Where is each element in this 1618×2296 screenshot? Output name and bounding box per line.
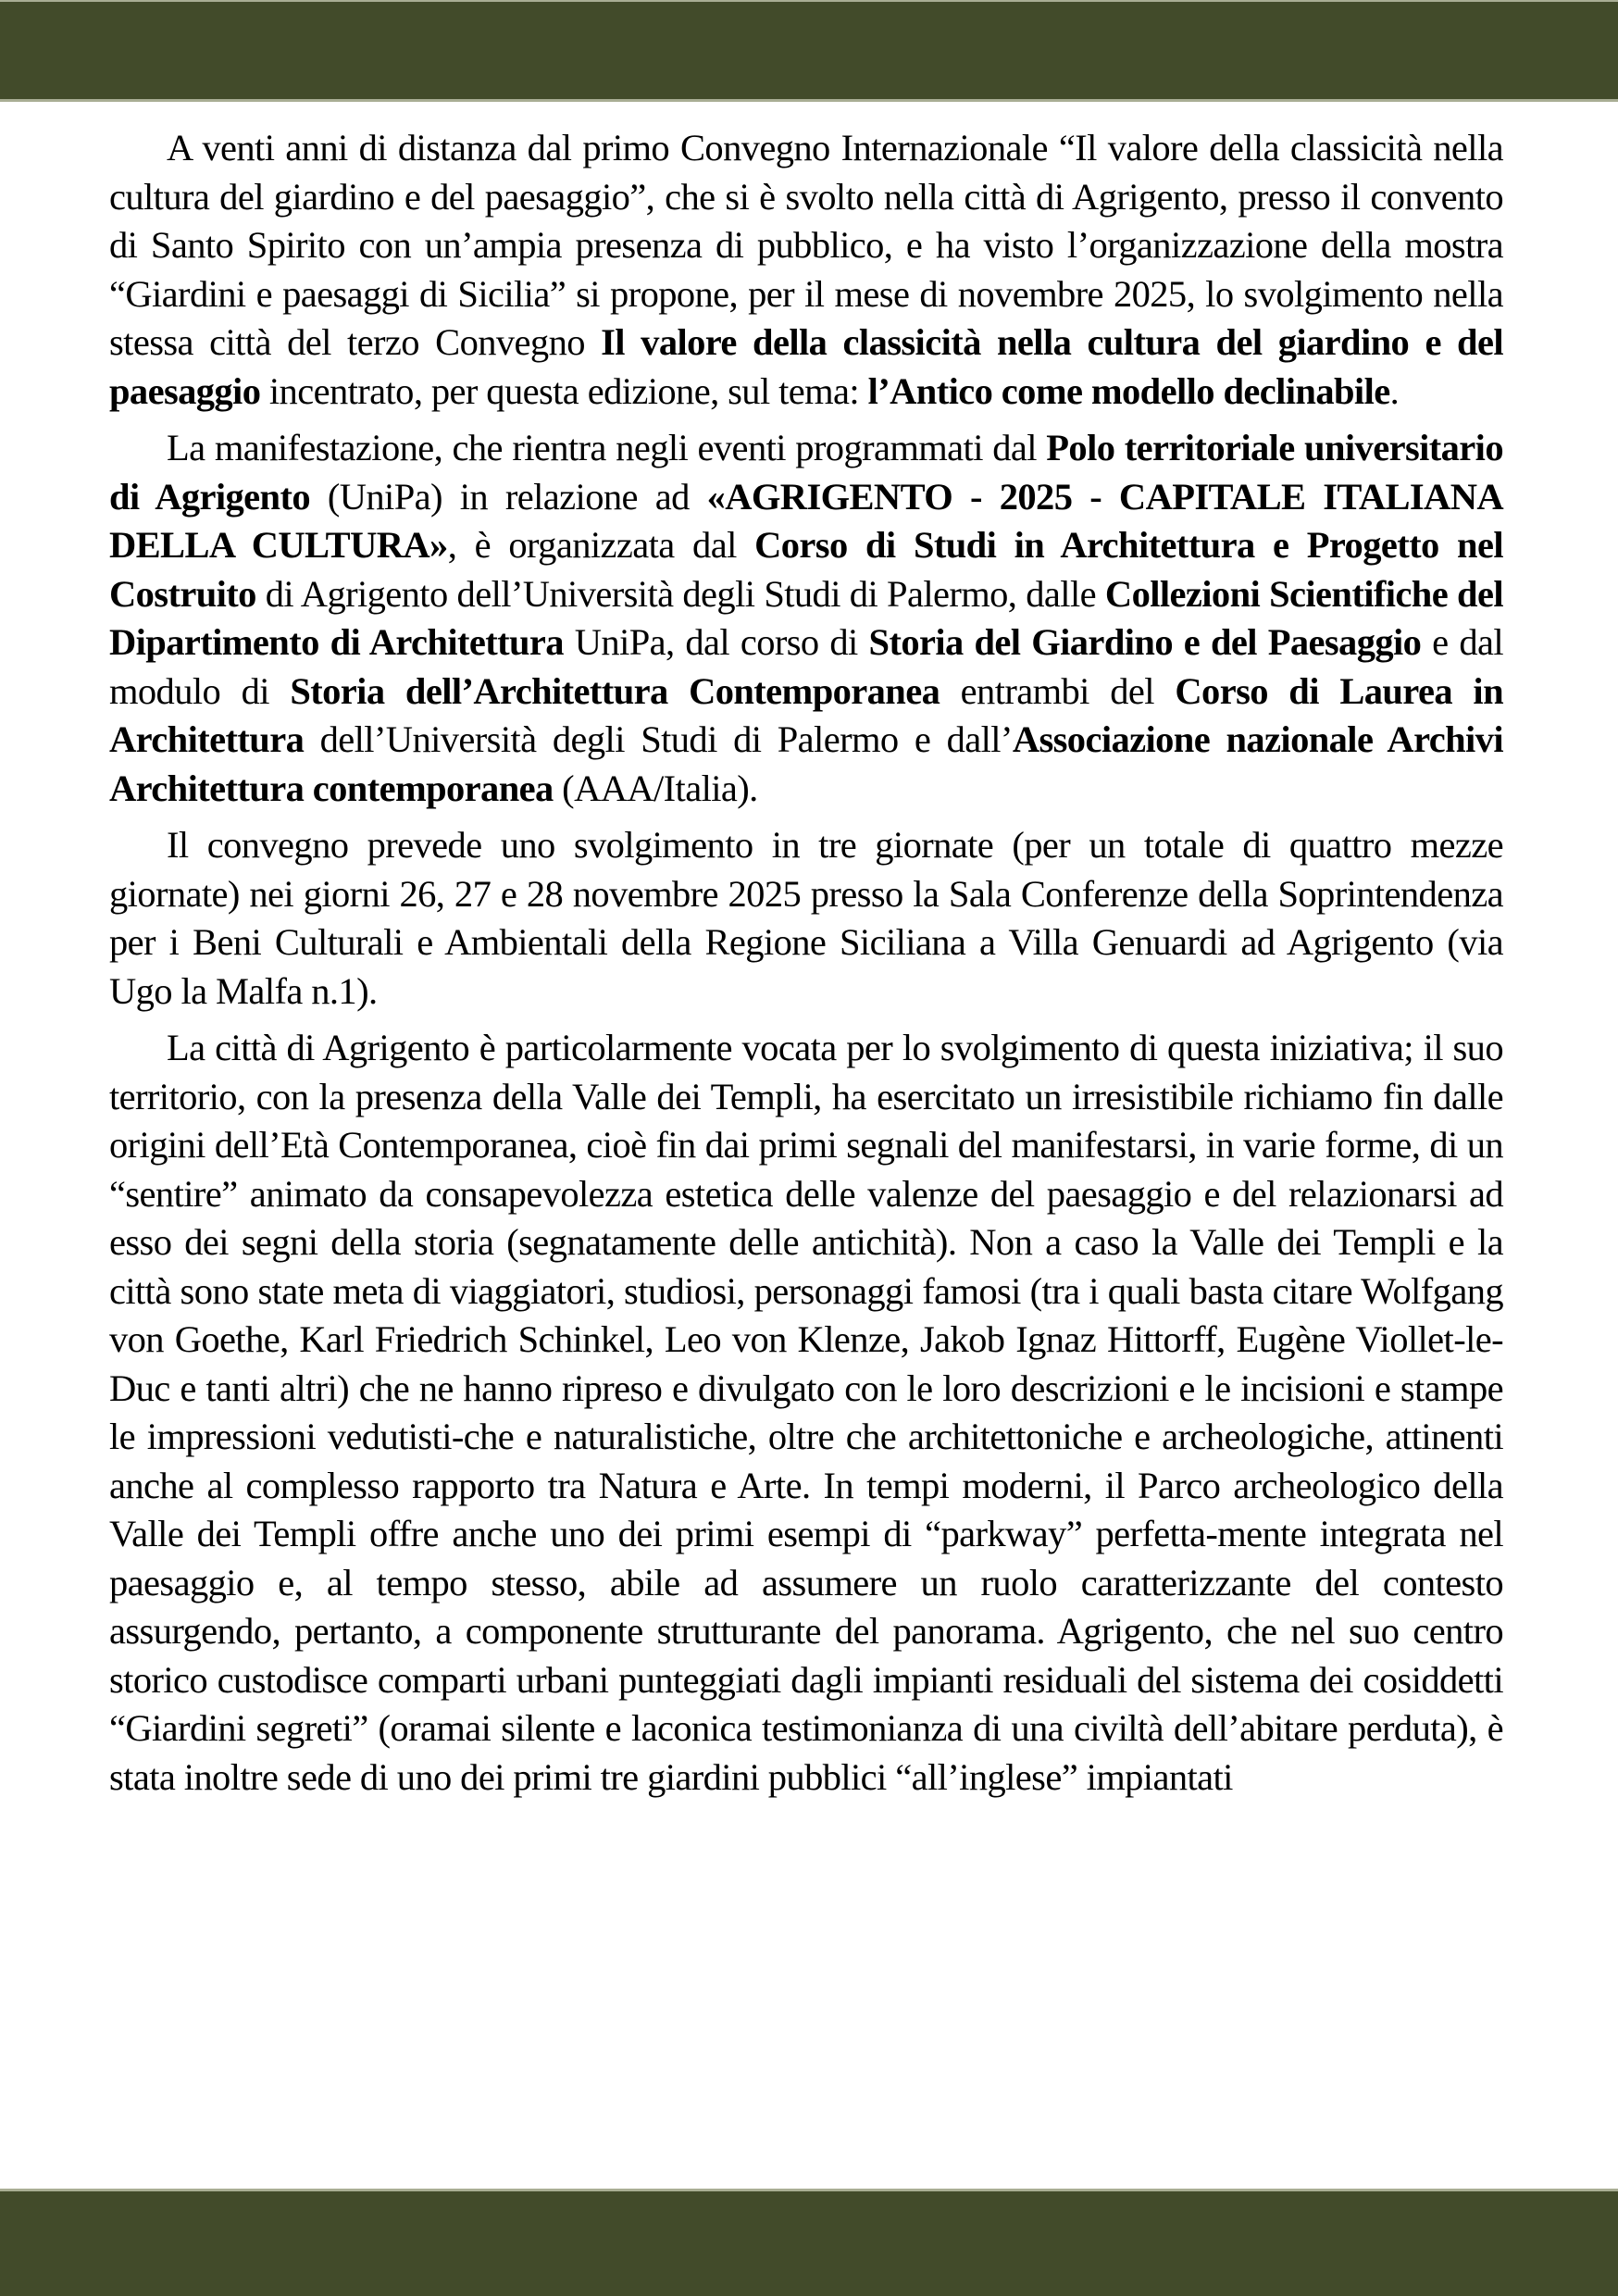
bold-corso-di-studi: Corso di Studi in Architettura e Progetto nel Costruito <box>109 524 1503 615</box>
text-segment: Il convegno prevede uno svolgimento in tre giornate (per un totale di quattro mezze giornate) nei giorni 26, 27 e 28 novembre 2025 presso la Sala Conferenze della Soprintendenza per i Beni Culturali e Ambientali della Regione Siciliana a Villa Genuardi ad Agrigento (via Ugo la Malfa n.1). <box>109 824 1503 1012</box>
bold-conference-title: Il valore della classicità nella cultura del giardino e del paesaggio <box>109 321 1504 412</box>
text-segment: La manifestazione, che rientra negli eventi programmati dal <box>167 427 1047 468</box>
text-segment: A venti anni di distanza dal primo Convegno Internazionale “Il valore della classicità nella cultura del giardino e del paesaggio”, che si è svolto nella città di Agrigento, presso il convento di Santo Spirito con un’ampia presenza di pubblico, e ha visto l’organizzazione della mostra “Giardini e paesaggi di Sicilia” si propone, per il mese di novembre 2025, lo svolgimento nella stessa città del terzo Convegno <box>109 127 1503 363</box>
text-segment: e dal modulo di <box>109 621 1503 712</box>
footer-band <box>0 2189 1618 2296</box>
paragraph-intro <box>109 124 1503 416</box>
bold-collezioni-scientifiche: Collezioni Scientifiche del Dipartimento di Architettura <box>109 572 1503 663</box>
text-segment: (AAA/Italia). <box>553 767 758 809</box>
bold-polo-territoriale: Polo territoriale universitario di Agrigento <box>109 427 1503 518</box>
bold-storia-architettura: Storia dell’Architettura Contemporanea <box>290 669 940 712</box>
text-segment: UniPa, dal corso di <box>563 621 869 663</box>
text-segment: di Agrigento dell’Università degli Studi di Palermo, dalle <box>255 572 1105 615</box>
bold-corso-di-laurea: Corso di Laurea in Architettura <box>109 669 1503 760</box>
text-segment: entrambi del <box>940 669 1176 712</box>
text-segment: . <box>1389 369 1400 412</box>
text-segment: dell’Università degli Studi di Palermo e dall’ <box>304 718 1013 760</box>
bold-capitale-cultura: «AGRIGENTO - 2025 - CAPITALE ITALIANA DELLA CULTURA» <box>109 475 1503 566</box>
bold-associazione: Associazione nazionale Archivi Architettura contemporanea <box>109 718 1503 809</box>
text-segment: (UniPa) in relazione ad <box>310 475 707 518</box>
paragraph-agrigento <box>109 1024 1503 1802</box>
bold-theme: l’Antico come modello declinabile <box>867 369 1390 412</box>
text-segment: La città di Agrigento è particolarmente vocata per lo svolgimento di questa iniziativa; il suo territorio, con la presenza della Valle dei Templi, ha esercitato un irresistibile richiamo fin dalle origini dell’Età Contemporanea, cioè fin dai primi segnali del manifestarsi, in varie forme, di un “sentire” animato da consapevolezza estetica delle valenze del paesaggio e del relazionarsi ad esso dei segni della storia (segnatamente delle antichità). Non a caso la Valle dei Templi e la città sono state meta di viaggiatori, studiosi, personaggi famosi (tra i quali basta citare Wolfgang von Goethe, Karl Friedrich Schinkel, Leo von Klenze, Jakob Ignaz Hittorff, Eugène Viollet-le-Duc e tanti altri) che ne hanno ripreso e divulgato con le loro descrizioni e le incisioni e stampe le impressioni vedutisti-che e naturalistiche, oltre che architettoniche e archeologiche, attinenti anche al complesso rapporto tra Natura e Arte. In tempi moderni, il Parco archeologico della Valle dei Templi offre anche uno dei primi esempi di “parkway” perfetta-mente integrata nel paesaggio e, al tempo stesso, abile ad assumere un ruolo caratterizzante del contesto assurgendo, pertanto, a componente strutturante del panorama. Agrigento, che nel suo centro storico custodisce comparti urbani punteggiati dagli impianti residuali del sistema dei cosiddetti “Giardini segreti” (oramai silente e laconica testimonianza di una civiltà dell’abitare perduta), è stata inoltre sede di uno dei primi tre giardini pubblici “all’inglese” impiantati <box>109 1027 1503 1798</box>
paragraph-organizers <box>109 424 1503 813</box>
bold-storia-giardino: Storia del Giardino e del Paesaggio <box>868 621 1422 663</box>
text-segment: incentrato, per questa edizione, sul tema: <box>260 369 868 412</box>
paragraph-schedule <box>109 821 1503 1016</box>
text-segment: , è organizzata dal <box>447 524 755 566</box>
header-band <box>0 0 1618 102</box>
document-body <box>109 124 1503 1810</box>
